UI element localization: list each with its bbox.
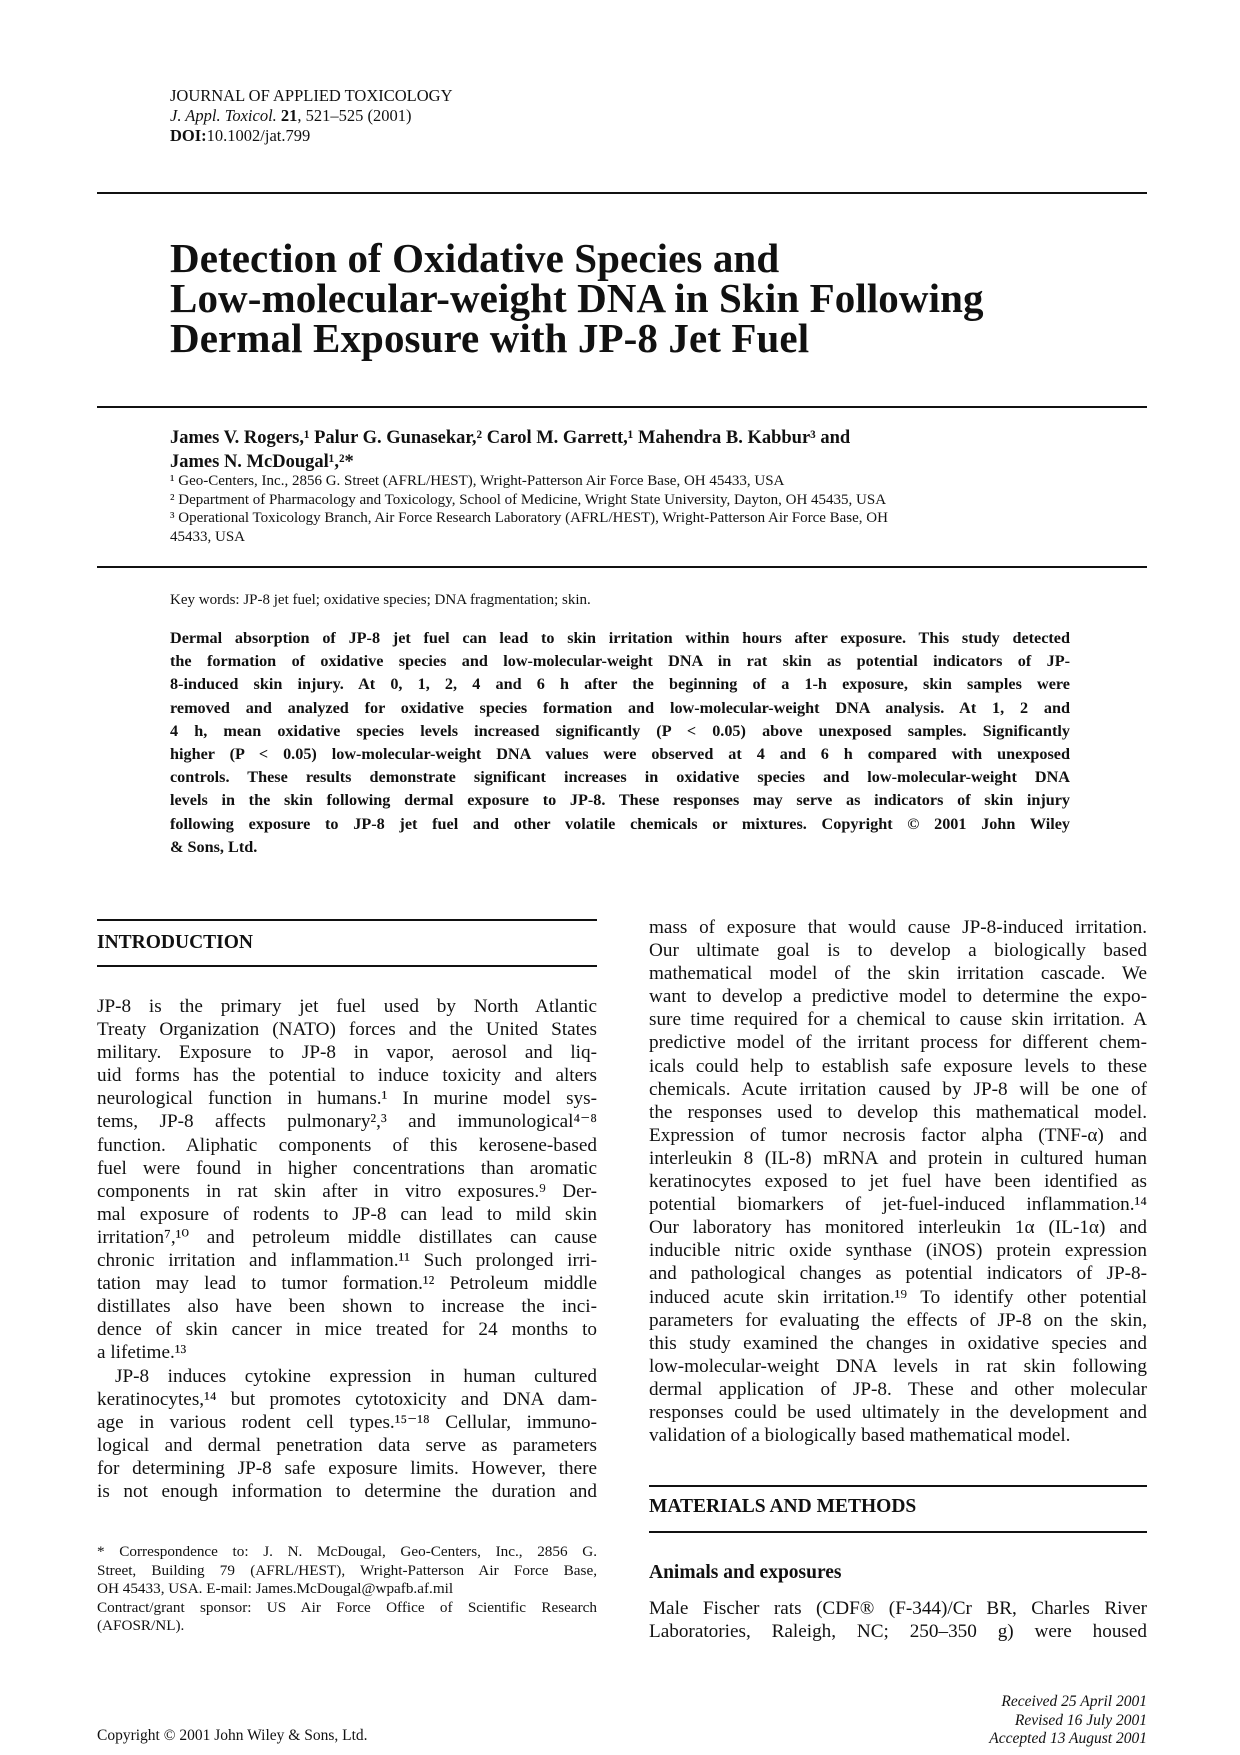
abstract-line: 4 h, mean oxidative species levels increased significantly (P < 0.05) above unexposed samples. Significantly xyxy=(170,721,1070,740)
intro-rule-bottom xyxy=(97,965,597,967)
body-line: sure time required for a chemical to cause skin irritation. A xyxy=(649,1009,1147,1031)
citation-volume: 21 xyxy=(280,106,298,125)
intro-line: is not enough information to determine the duration and xyxy=(97,1480,597,1502)
abstract-line: removed and analyzed for oxidative species formation and low-molecular-weight DNA analysis. At 1, 2 and xyxy=(170,698,1070,717)
body-line: chemicals. Acute irritation caused by JP-8 will be one of xyxy=(649,1078,1147,1100)
body-line: low-molecular-weight DNA levels in rat skin following xyxy=(649,1355,1147,1377)
body-line: parameters for evaluating the effects of JP-8 on the skin, xyxy=(649,1309,1147,1331)
title-line: Dermal Exposure with JP-8 Jet Fuel xyxy=(170,315,810,361)
title-rule xyxy=(97,406,1147,408)
intro-line: JP-8 is the primary jet fuel used by North Atlantic xyxy=(97,996,597,1017)
intro-line: a lifetime.¹³ xyxy=(97,1342,187,1364)
article-dates xyxy=(989,1693,1147,1749)
right-column-body xyxy=(649,916,1147,1447)
intro-line: function. Aliphatic components of this kerosene-based xyxy=(97,1134,597,1156)
keywords: Key words: JP-8 jet fuel; oxidative species; DNA fragmentation; skin. xyxy=(170,592,591,608)
abstract-line: controls. These results demonstrate significant increases in oxidative species and low-molecular-weight DNA xyxy=(170,768,1070,787)
methods-rule-bottom xyxy=(649,1531,1147,1533)
methods-body xyxy=(649,1597,1147,1643)
doi xyxy=(170,126,453,146)
author-line: James V. Rogers,¹ Palur G. Gunasekar,² Carol M. Garrett,¹ Mahendra B. Kabbur³ and xyxy=(170,428,851,448)
body-line: validation of a biologically based mathematical model. xyxy=(649,1425,1071,1447)
intro-line: tation may lead to tumor formation.¹² Petroleum middle xyxy=(97,1273,597,1295)
body-line: the responses used to develop this mathematical model. xyxy=(649,1101,1147,1123)
intro-line: tems, JP-8 affects pulmonary²,³ and immunological⁴⁻⁸ xyxy=(97,1111,597,1133)
revised-date: Revised 16 July 2001 xyxy=(1014,1711,1147,1729)
intro-line: keratinocytes,¹⁴ but promotes cytotoxicity and DNA dam- xyxy=(97,1388,597,1410)
intro-line: fuel were found in higher concentrations than aromatic xyxy=(97,1157,597,1179)
abstract-line: higher (P < 0.05) low-molecular-weight DNA values were observed at 4 and 6 h compared with unexposed xyxy=(170,745,1070,764)
author-line: James N. McDougal¹,²* xyxy=(170,452,354,472)
body-line: dermal application of JP-8. These and other molecular xyxy=(649,1378,1147,1400)
authors-rule xyxy=(97,566,1147,568)
header-rule xyxy=(97,192,1147,194)
intro-line: components in rat skin after in vitro exposures.⁹ Der- xyxy=(97,1180,597,1202)
intro-line: chronic irritation and inflammation.¹¹ Such prolonged irri- xyxy=(97,1250,597,1272)
body-line: Laboratories, Raleigh, NC; 250–350 g) were housed xyxy=(649,1621,1147,1643)
footnote-line: Contract/grant sponsor: US Air Force Office of Scientific Research xyxy=(97,1598,597,1616)
abstract-line: following exposure to JP-8 jet fuel and other volatile chemicals or mixtures. Copyright © 2001 John Wiley xyxy=(170,814,1070,833)
footnote-line: OH 45433, USA. E-mail: James.McDougal@wpafb.af.mil xyxy=(97,1580,454,1598)
body-line: mass of exposure that would cause JP-8-induced irritation. xyxy=(649,917,1147,938)
article-title xyxy=(170,235,984,361)
methods-rule-top xyxy=(649,1485,1147,1487)
body-line: icals could help to establish safe exposure levels to these xyxy=(649,1055,1147,1077)
intro-line: irritation⁷,¹⁰ and petroleum middle distillates can cause xyxy=(97,1226,597,1248)
methods-heading: MATERIALS AND METHODS xyxy=(649,1496,917,1517)
intro-line: mal exposure of rodents to JP-8 can lead to mild skin xyxy=(97,1203,597,1225)
received-date: Received 25 April 2001 xyxy=(1001,1693,1147,1710)
intro-line: JP-8 induces cytokine expression in human cultured xyxy=(115,1365,597,1387)
abstract xyxy=(170,627,1070,859)
citation-pages: , 521–525 (2001) xyxy=(297,106,412,125)
body-line: Male Fischer rats (CDF® (F-344)/Cr BR, Charles River xyxy=(649,1598,1147,1619)
footnote-line: Street, Building 79 (AFRL/HEST), Wright-Patterson Air Force Base, xyxy=(97,1561,597,1579)
doi-label: DOI: xyxy=(170,126,207,145)
body-line: interleukin 8 (IL-8) mRNA and protein in cultured human xyxy=(649,1147,1147,1169)
footnote-line: (AFOSR/NL). xyxy=(97,1617,185,1635)
body-line: responses could be used ultimately in the development and xyxy=(649,1401,1147,1423)
intro-rule-top xyxy=(97,919,597,921)
accepted-date: Accepted 13 August 2001 xyxy=(989,1730,1147,1747)
correspondence-footnote xyxy=(97,1543,597,1636)
intro-line: neurological function in humans.¹ In murine model sys- xyxy=(97,1088,597,1110)
title-line: Low-molecular-weight DNA in Skin Following xyxy=(170,275,984,321)
intro-line: Treaty Organization (NATO) forces and the United States xyxy=(97,1019,597,1041)
title-line: Detection of Oxidative Species and xyxy=(170,235,780,281)
body-line: predictive model of the irritant process for different chem- xyxy=(649,1032,1147,1054)
body-line: want to develop a predictive model to determine the expo- xyxy=(649,986,1147,1008)
body-line: Our ultimate goal is to develop a biologically based xyxy=(649,940,1147,962)
body-line: inducible nitric oxide synthase (iNOS) protein expression xyxy=(649,1240,1147,1262)
subsection-heading: Animals and exposures xyxy=(649,1562,842,1583)
intro-line: military. Exposure to JP-8 in vapor, aerosol and liq- xyxy=(97,1042,597,1064)
abstract-line: 8-induced skin injury. At 0, 1, 2, 4 and 6 h after the beginning of a 1-h exposure, skin samples were xyxy=(170,675,1070,694)
affiliation: ¹ Geo-Centers, Inc., 2856 G. Street (AFRL/HEST), Wright-Patterson Air Force Base, OH 45433, USA xyxy=(170,473,785,489)
abstract-line: the formation of oxidative species and low-molecular-weight DNA in rat skin as potential indicators of JP- xyxy=(170,652,1070,671)
intro-line: for determining JP-8 safe exposure limits. However, there xyxy=(97,1457,597,1479)
body-line: and pathological changes as potential indicators of JP-8- xyxy=(649,1263,1147,1285)
abstract-line: levels in the skin following dermal exposure to JP-8. These responses may serve as indicators of skin injury xyxy=(170,791,1070,810)
affiliation: ² Department of Pharmacology and Toxicology, School of Medicine, Wright State University, Dayton, OH 45435, USA xyxy=(170,491,887,508)
journal-header xyxy=(170,86,453,146)
author-list xyxy=(170,426,850,474)
intro-heading: INTRODUCTION xyxy=(97,932,254,953)
body-line: Expression of tumor necrosis factor alpha (TNF-α) and xyxy=(649,1124,1147,1146)
affiliation: ³ Operational Toxicology Branch, Air Force Research Laboratory (AFRL/HEST), Wright-Patterson Air Force Base, OH xyxy=(170,510,888,526)
footnote-line: * Correspondence to: J. N. McDougal, Geo-Centers, Inc., 2856 G. xyxy=(97,1543,597,1560)
body-line: this study examined the changes in oxidative species and xyxy=(649,1332,1147,1354)
intro-line: dence of skin cancer in mice treated for 24 months to xyxy=(97,1319,597,1341)
affiliation: 45433, USA xyxy=(170,528,246,545)
intro-line: age in various rodent cell types.¹⁵⁻¹⁸ Cellular, immuno- xyxy=(97,1411,597,1433)
intro-line: uid forms has the potential to induce toxicity and alters xyxy=(97,1065,597,1087)
intro-line: logical and dermal penetration data serve as parameters xyxy=(97,1434,597,1456)
body-line: potential biomarkers of jet-fuel-induced inflammation.¹⁴ xyxy=(649,1194,1147,1216)
abstract-line: Dermal absorption of JP-8 jet fuel can lead to skin irritation within hours after exposure. This study detected xyxy=(170,629,1070,647)
affiliations xyxy=(170,472,888,546)
abstract-line: & Sons, Ltd. xyxy=(170,837,258,856)
journal-name: JOURNAL OF APPLIED TOXICOLOGY xyxy=(170,86,453,105)
body-line: induced acute skin irritation.¹⁹ To identify other potential xyxy=(649,1286,1147,1308)
intro-line: distillates also have been shown to increase the inci- xyxy=(97,1296,597,1318)
body-line: mathematical model of the skin irritation cascade. We xyxy=(649,963,1147,985)
citation-abbrev: J. Appl. Toxicol. xyxy=(170,106,277,125)
citation xyxy=(170,106,453,126)
intro-body xyxy=(97,995,597,1503)
body-line: Our laboratory has monitored interleukin 1α (IL-1α) and xyxy=(649,1217,1147,1239)
copyright-notice: Copyright © 2001 John Wiley & Sons, Ltd. xyxy=(97,1727,368,1744)
doi-value: 10.1002/jat.799 xyxy=(206,126,311,145)
body-line: keratinocytes exposed to jet fuel have been identified as xyxy=(649,1171,1147,1193)
